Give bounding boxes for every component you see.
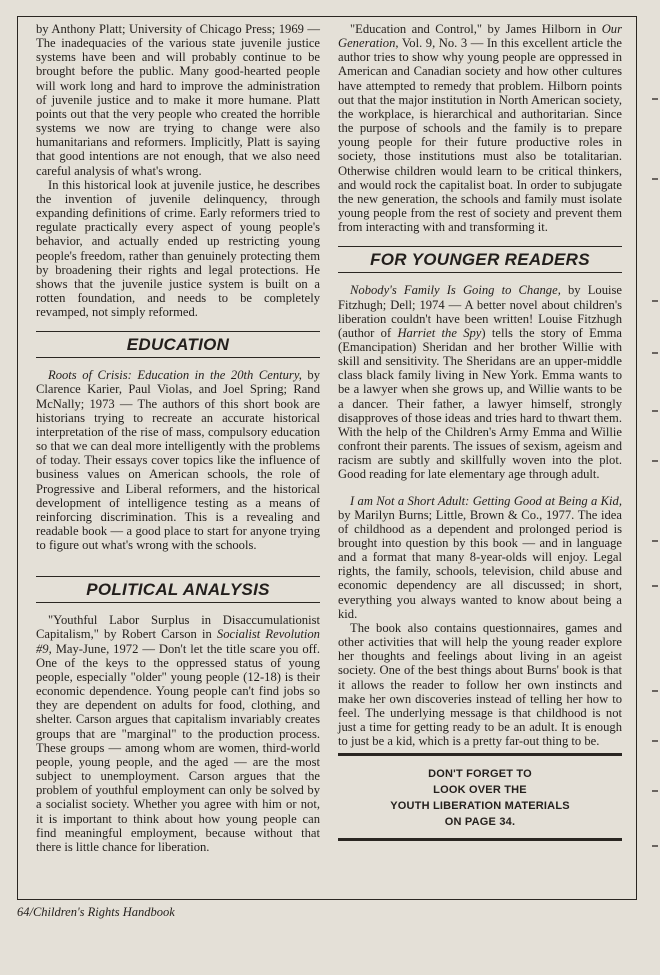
platt-review-paragraph-2 [36, 178, 320, 320]
reminder-bottom-rule [338, 838, 622, 841]
short-adult-title: I am Not a Short Adult: Getting Good at Being a Kid, [350, 493, 622, 508]
short-adult-review [338, 494, 622, 621]
our-generation-journal: Our Generation, [338, 22, 622, 51]
right-column [338, 22, 622, 841]
reminder-line-4: ON PAGE 34. [444, 816, 516, 829]
short-adult-text-2: The book also contains questionnaires, games and other activities that will help the young reader explore her thoughts and feelings about living in an ageist society. One of the best things about Burns' book is that it allows the reader to follow her own instincts and make her own discoveries instead of telling her how to feel. The underlying message is that childhood is not just a time for getting ready to be an adult. It is enough to just be a kid, which is a pretty far-out thing to be. [338, 620, 622, 749]
short-adult-text: by Marilyn Burns; Little, Brown & Co., 1977. The idea of childhood as a dependent and prolonged period is brought into question by this book — and in language and a format that many 8-year-olds will enjoy. Legal rights, the family, schools, television, child abuse and economic dependency are all discussed; in short, everything you always wanted to know about being a kid. [338, 507, 622, 621]
youthful-labor-review [36, 613, 320, 854]
youthful-labor-lead: "Youthful Labor Surplus in Disaccumulationist Capitalism," by Robert Carson in [36, 613, 320, 642]
reminder-line-1: DON'T FORGET TO [428, 768, 532, 781]
short-adult-review-2 [338, 621, 622, 748]
nobodys-family-text-b: ) tells the story of Emma (Emancipation) Sheridan and her brother Willie with skill and sensitivity. The Sheridans are an upper-middle class black family living in New York. Emma wants to be a lawyer when she grows up, and Willie wants to be a dancer. Their father, a lawyer himself, strongly disapproves of those ideas and tries hard to thwart them. With the help of the Children's Army Emma and Willie confront their parents. The issues of sexism, ageism and racism are subtly and skillfully woven into the plot. Good reading for late elementary age through adult. [338, 325, 622, 482]
reminder-line-2: LOOK OVER THE [433, 784, 527, 797]
socialist-revolution-journal: Socialist Revolution #9, [36, 627, 320, 656]
education-control-review [338, 22, 622, 234]
nobodys-family-text-a: by Louise Fitzhugh; Dell; 1974 — A better novel about children's liberation couldn't have been written! Louise Fitzhugh (author of [338, 283, 622, 340]
nobodys-family-title: Nobody's Family Is Going to Change, [350, 283, 561, 298]
platt-review-text-1: by Anthony Platt; University of Chicago Press; 1969 — The inadequacies of the various state juvenile justice systems have been and will probably continue to be brought before the public. Many good-hearted people will work long and hard to improve the administration of juvenile justice and to make it more humane. Platt points out that the very people who created the horrible systems we now are trying to change were also humanitarians and reformers. Implicitly, Platt is saying that good intentions are not enough, that we also need careful analysis of what's wrong. [36, 22, 320, 178]
reminder-box [338, 766, 622, 830]
scan-edge-marks [646, 0, 658, 975]
platt-review-paragraph-1 [36, 22, 320, 178]
harriet-the-spy-ref: Harriet the Spy [397, 325, 482, 340]
younger-readers-heading: FOR YOUNGER READERS [338, 246, 622, 273]
youthful-labor-text: May-June, 1972 — Don't let the title scare you off. One of the keys to the oppressed status of young people, especially "older" young people (12-18) is their economic dependence. Young people can't find jobs so they are dependent on adults for food, clothing, and shelter. Carson argues that capitalism invariably creates groups that are "marginal" to the production process. These groups — among whom are women, third-world people, young people, and the aged — are the most subject to unemployment. Carson argues that the problem of youthful employment can only be solved by a socialist society. Whether you agree with him or not, it is important to think about how young people can find meaningful employment, because without that there is little chance for liberation. [36, 641, 320, 854]
reminder-top-rule [338, 753, 622, 756]
education-control-lead: "Education and Control," by James Hilborn in [350, 22, 602, 36]
platt-review-text-2: In this historical look at juvenile justice, he describes the invention of juvenile delinquency, through expanding definitions of crime. Early reformers tried to regulate practically every aspect of young people's behavior, and actually ended up restricting young people's freedom, rather than genuinely protecting them by broadening their rights and legal protections. He shows that the juvenile justice system is built on a rotten foundation, and needs to be completely revamped, not simply reformed. [36, 177, 320, 320]
roots-of-crisis-text: by Clarence Karier, Paul Violas, and Joel Spring; Rand McNally; 1973 — The authors of this short book are historians trying to recreate an accurate historical interpretation of the rise of mass, compulsory education so that we can deal more intelligently with the problems of today. Their essays cover topics like the influence of business values on American schools, the role of Progressive and Liberal reformers, and the historical development of intelligence testing as a means of reinforcing discrimination. This is a revealing and readable book — a good place to start for anyone trying to figure out what's wrong with the schools. [36, 368, 320, 553]
political-analysis-heading: POLITICAL ANALYSIS [36, 576, 320, 603]
education-heading: EDUCATION [36, 331, 320, 358]
roots-of-crisis-title: Roots of Crisis: Education in the 20th Century, [48, 368, 302, 383]
reminder-line-3: YOUTH LIBERATION MATERIALS [390, 800, 570, 813]
education-control-text: Vol. 9, No. 3 — In this excellent article the author tries to show why young people are oppressed in American and Canadian society and how other cultures have attempted to remedy that problem. Hilborn points out that the major institution in North American society, the workplace, is hierarchical and authoritarian. Since the purpose of schools and the family is to prepare young people for their future productive roles in society, those institutions must also be totalitarian. Otherwise children would learn to be critical thinkers, and would rock the capitalist boat. In order to subjugate the new generation, the schools and family must isolate young people from the rest of society and prevent them from interacting with and transforming it. [338, 36, 622, 235]
nobodys-family-review [338, 283, 622, 481]
left-column [36, 22, 320, 854]
roots-of-crisis-review [36, 368, 320, 552]
page-footer: 64/Children's Rights Handbook [17, 905, 175, 919]
